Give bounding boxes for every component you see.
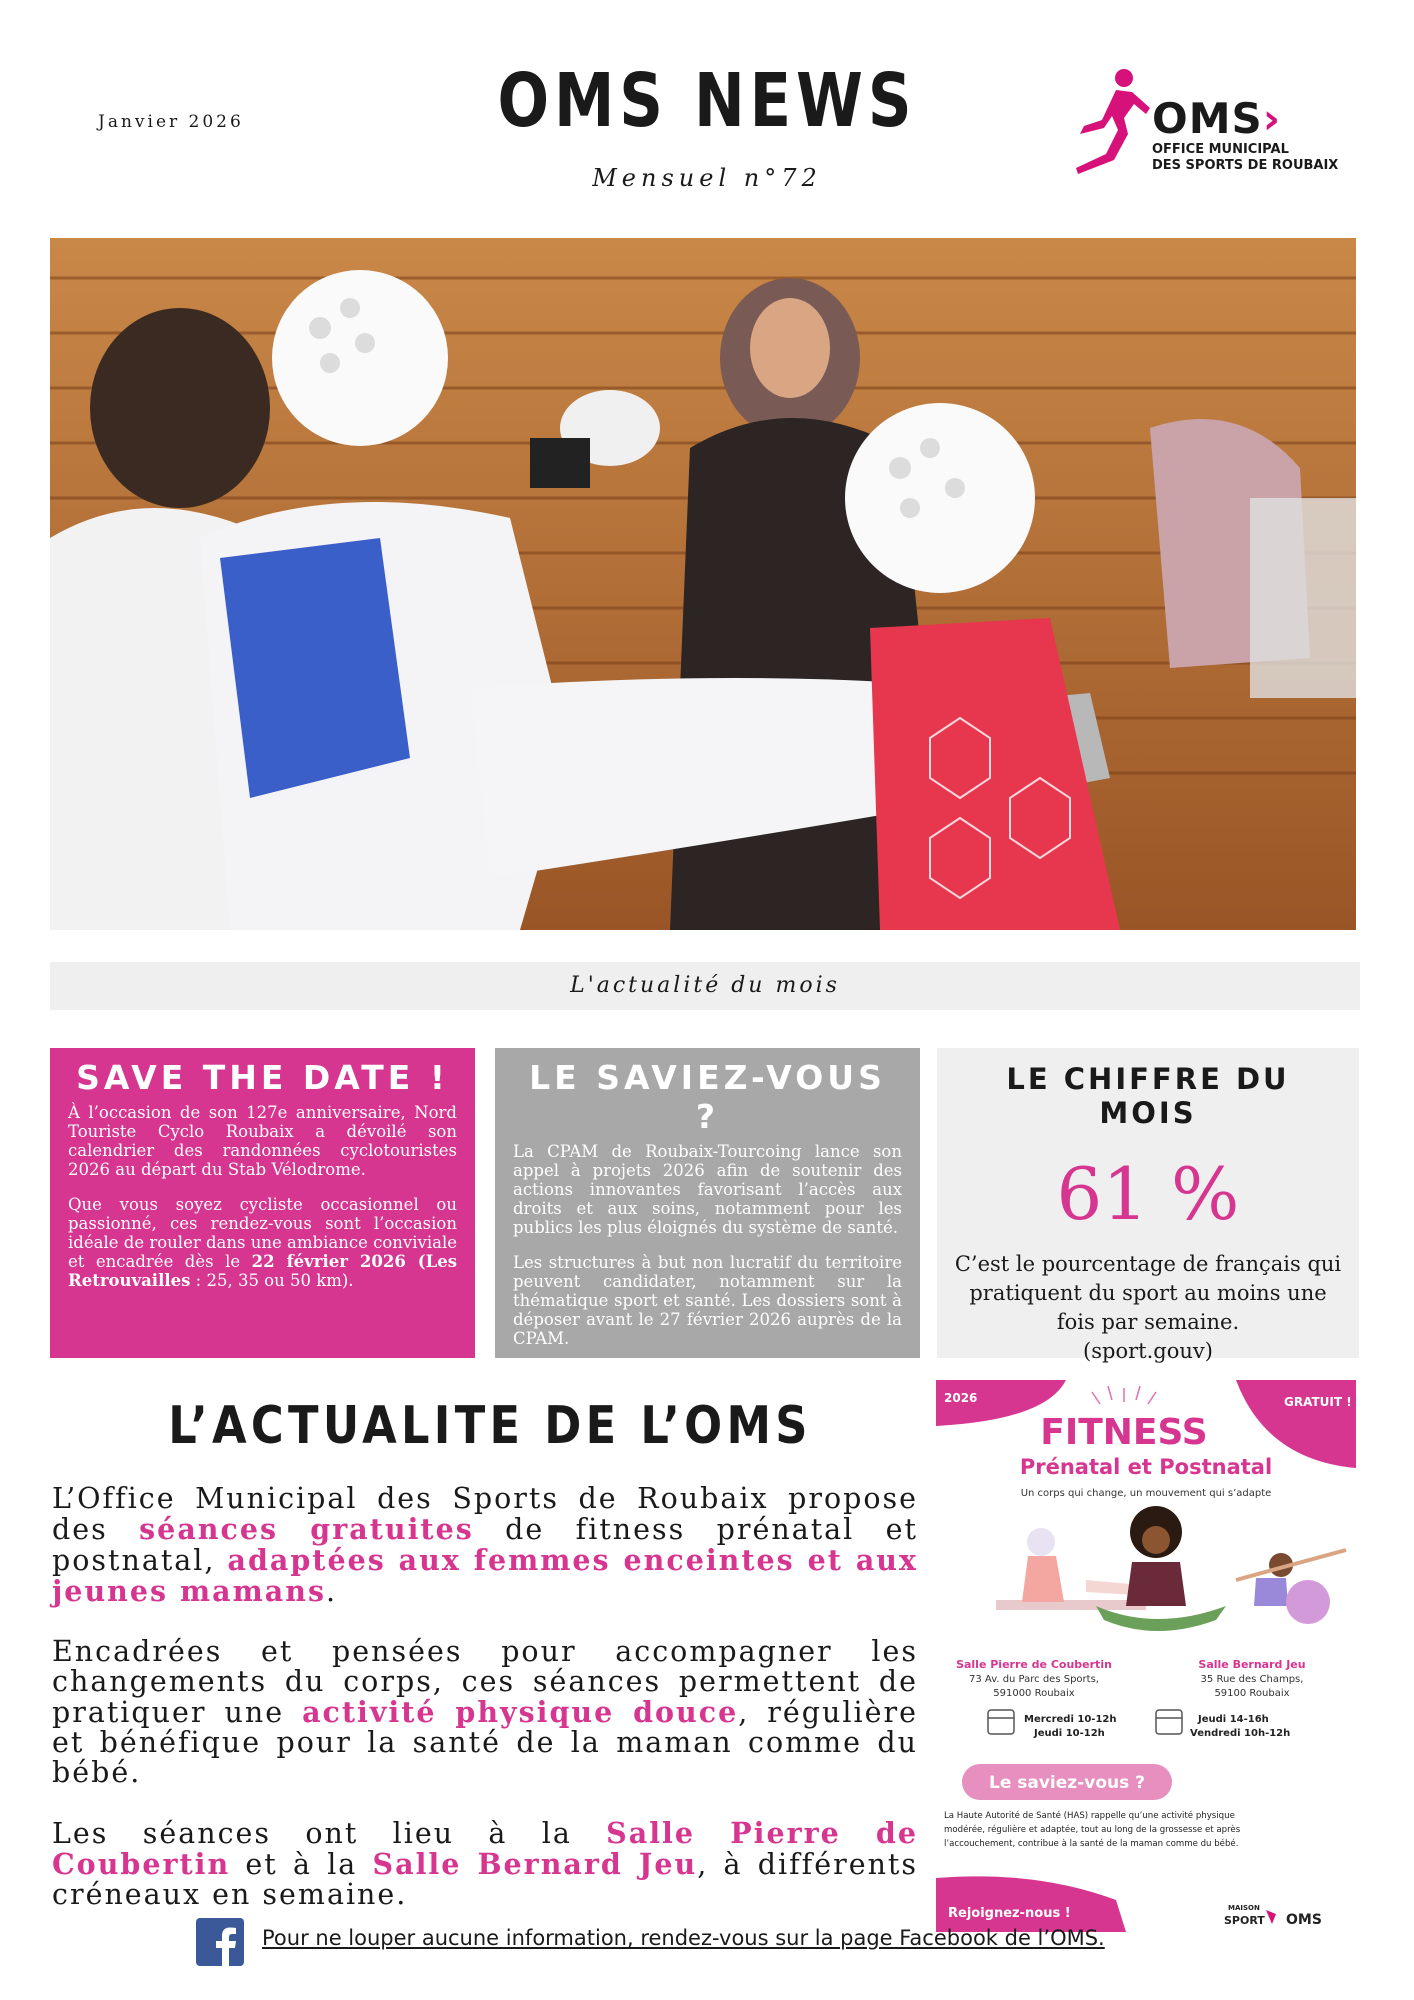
figure-of-month-card [937,1048,1359,1363]
figure-value: 61 % [1056,1152,1240,1236]
figure-of-month-title: LE CHIFFRE DU MOIS [1006,1062,1290,1130]
logo-line-1: OFFICE MUNICIPAL [1152,142,1289,157]
fitness-illustration-icon [996,1506,1346,1631]
venue2-addr1: 35 Rue des Champs, [1200,1674,1304,1685]
venue1-name: Salle Pierre de Coubertin [956,1658,1112,1671]
flyer-logo-maison: MAISON [1228,1904,1260,1912]
facebook-page-link[interactable]: Pour ne louper aucune information, rendez-vous sur la page Facebook de l’OMS. [262,1926,1105,1950]
did-you-know-text-1: La CPAM de Roubaix-Tourcoing lance son appel à projets 2026 afin de soutenir des actions innovantes favorisant l’accès aux droits et aux soins, notamment pour les publics les plus éloignés du système de santé. [513,1142,902,1237]
venue2-time1: Jeudi 14-16h [1198,1714,1269,1725]
runner-logo-icon [1072,68,1152,176]
venue1-addr1: 73 Av. du Parc des Sports, [969,1674,1099,1685]
section-paragraph-2: Encadrées et pensées pour accompagner les changements du corps, ces séances permettent de pratiquer une activité physique douce, régulière et bénéfique pour la santé de la maman comme du bébé. [52,1635,918,1789]
flyer-tagline: Un corps qui change, un mouvement qui s’adapte [1020,1488,1272,1499]
flyer-logo-sport: SPORT [1224,1914,1265,1927]
section-paragraph-3: Les séances ont lieu à la Salle Pierre de Coubertin et à la Salle Bernard Jeu, à différents créneaux en semaine. [52,1816,918,1911]
flyer-know-label: Le saviez-vous ? [988,1773,1146,1793]
save-the-date-text-1: À l’occasion de son 127e anniversaire, Nord Touriste Cyclo Roubaix a dévoilé son calendrier des randonnées cyclotouristes 2026 au départ du Stab Vélodrome. [68,1103,457,1179]
flyer-free: GRATUIT ! [1284,1395,1352,1409]
save-the-date-card [50,1048,475,1358]
section-title: L’ACTUALITE DE L’OMS [168,1396,812,1456]
section-body [52,1484,918,1940]
venue2-name: Salle Bernard Jeu [1198,1658,1306,1671]
venue2-addr2: 59100 Roubaix [1214,1688,1290,1699]
save-the-date-title: SAVE THE DATE ! [76,1058,449,1097]
flyer-know-1: La Haute Autorité de Santé (HAS) rappelle qu’une activité physique [944,1811,1235,1821]
issue-date: Janvier 2026 [98,112,244,132]
issue-number: Mensuel n°72 [592,164,822,192]
flyer-title: FITNESS [1040,1412,1208,1453]
logo-line-2: DES SPORTS DE ROUBAIX [1152,158,1339,173]
flyer-year: 2026 [944,1391,978,1405]
flyer-know-2: modérée, régulière et adaptée, tout au long de la grossesse et après [944,1825,1241,1835]
venue1-addr2: 591000 Roubaix [993,1688,1075,1699]
section-paragraph-1: L’Office Municipal des Sports de Roubaix propose des séances gratuites de fitness prénatal et postnatal, adaptées aux femmes enceintes et aux jeunes mamans. [52,1482,918,1608]
venue1-time2: Jeudi 10-12h [1034,1728,1105,1739]
save-the-date-text-2: Que vous soyez cycliste occasionnel ou passionné, ces rendez-vous sont l’occasion idéale de rouler dans une ambiance conviviale et encadrée dès le 22 février 2026 (Les Retrouvailles : 25, 35 ou 50 km). [68,1195,457,1290]
did-you-know-text-2: Les structures à but non lucratif du territoire peuvent candidater, notamment sur la thématique sport et santé. Les dossiers sont à déposer avant le 27 février 2026 auprès de la CPAM. [513,1253,902,1348]
venue1-time1: Mercredi 10-12h [1024,1714,1117,1725]
did-you-know-title: LE SAVIEZ-VOUS ? [529,1058,886,1136]
flyer-know-3: l’accouchement, contribue à la santé de la maman comme du bébé. [944,1839,1239,1849]
figure-caption: C’est le pourcentage de français qui pratiquent du sport au moins une fois par semaine. [954,1252,1342,1334]
oms-logo [1072,68,1342,178]
facebook-icon[interactable] [196,1918,244,1966]
hero-photo [50,238,1356,930]
flyer-subtitle: Prénatal et Postnatal [1019,1455,1273,1479]
logo-wordmark: OMS› [1152,94,1282,143]
month-news-band: L'actualité du mois [50,962,1360,1010]
figure-source: (sport.gouv) [1083,1339,1213,1363]
fitness-flyer [936,1380,1356,1932]
newsletter-title: OMS NEWS [497,58,917,144]
flyer-join: Rejoignez-nous ! [948,1906,1071,1921]
did-you-know-card [495,1048,920,1358]
flyer-logo-oms: OMS [1286,1912,1322,1928]
venue2-time2: Vendredi 10h-12h [1190,1728,1291,1739]
